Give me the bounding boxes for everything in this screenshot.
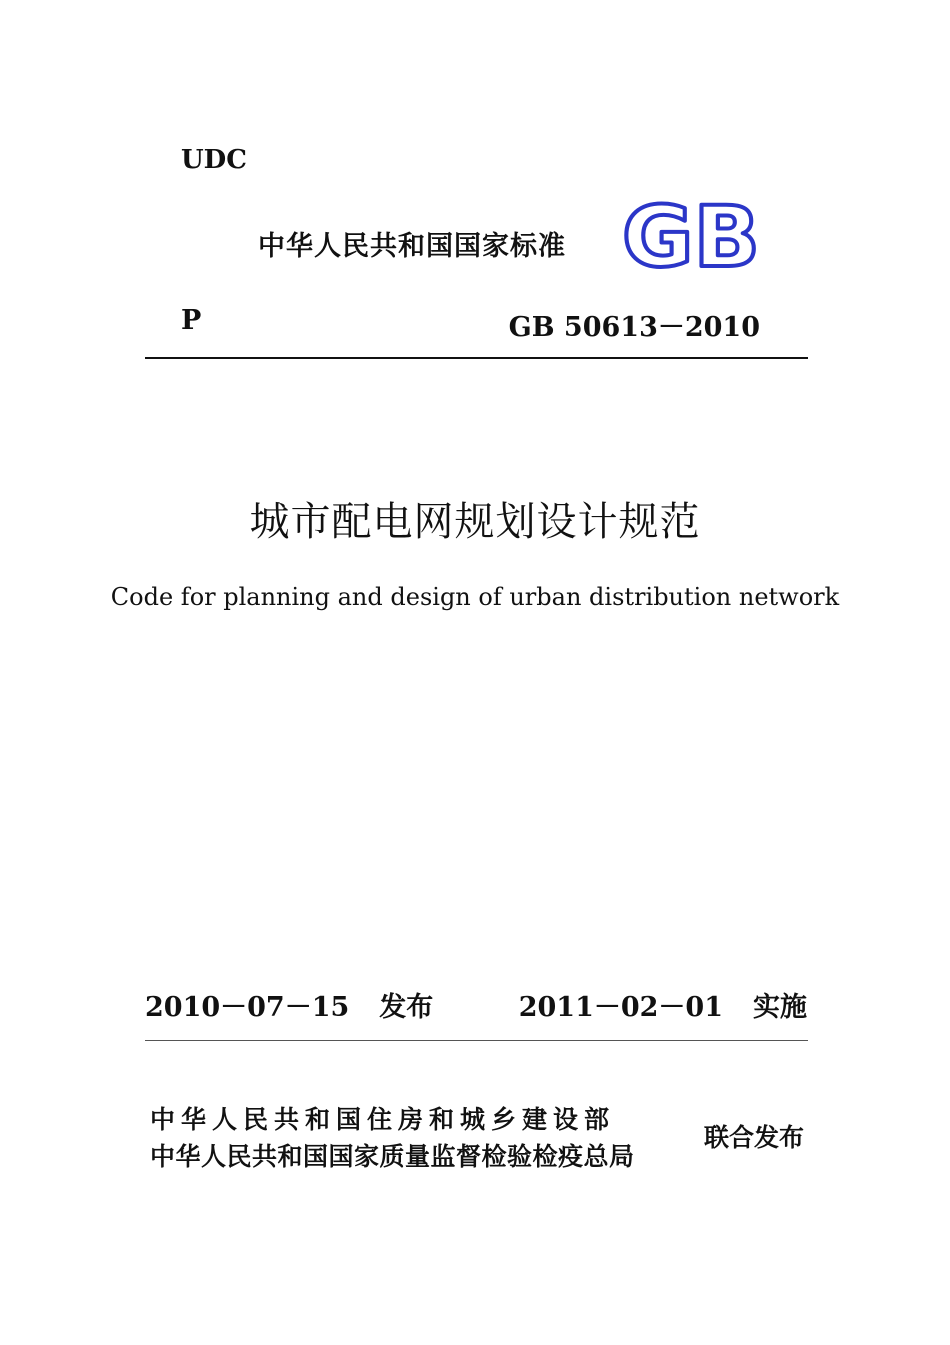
publisher-1: 中华人民共和国住房和城乡建设部 — [150, 1105, 616, 1134]
classification-code: P — [181, 305, 202, 336]
issue-label: 发布 — [379, 992, 434, 1023]
implement-label: 实施 — [753, 992, 807, 1023]
top-divider — [145, 357, 808, 359]
gb-logo-text: GB — [622, 194, 760, 274]
standard-type: 中华人民共和国国家标准 — [258, 231, 566, 262]
joint-publish-label: 联合发布 — [703, 1123, 804, 1152]
gb-logo — [620, 194, 765, 278]
bottom-divider — [145, 1040, 808, 1041]
implement-date-line — [519, 985, 807, 1024]
standard-number: GB 50613－2010 — [508, 312, 760, 343]
title-english: Code for planning and design of urban distribution network — [110, 583, 840, 611]
publisher-2: 中华人民共和国国家质量监督检验检疫总局 — [150, 1142, 635, 1171]
implement-date: 2011－02－01 — [518, 992, 723, 1023]
gb-logo-graphic — [620, 194, 765, 274]
udc-label: UDC — [181, 145, 247, 175]
title-chinese: 城市配电网规划设计规范 — [249, 499, 701, 545]
issue-date: 2010－07－15 — [145, 992, 350, 1023]
issue-date-line — [145, 985, 433, 1024]
